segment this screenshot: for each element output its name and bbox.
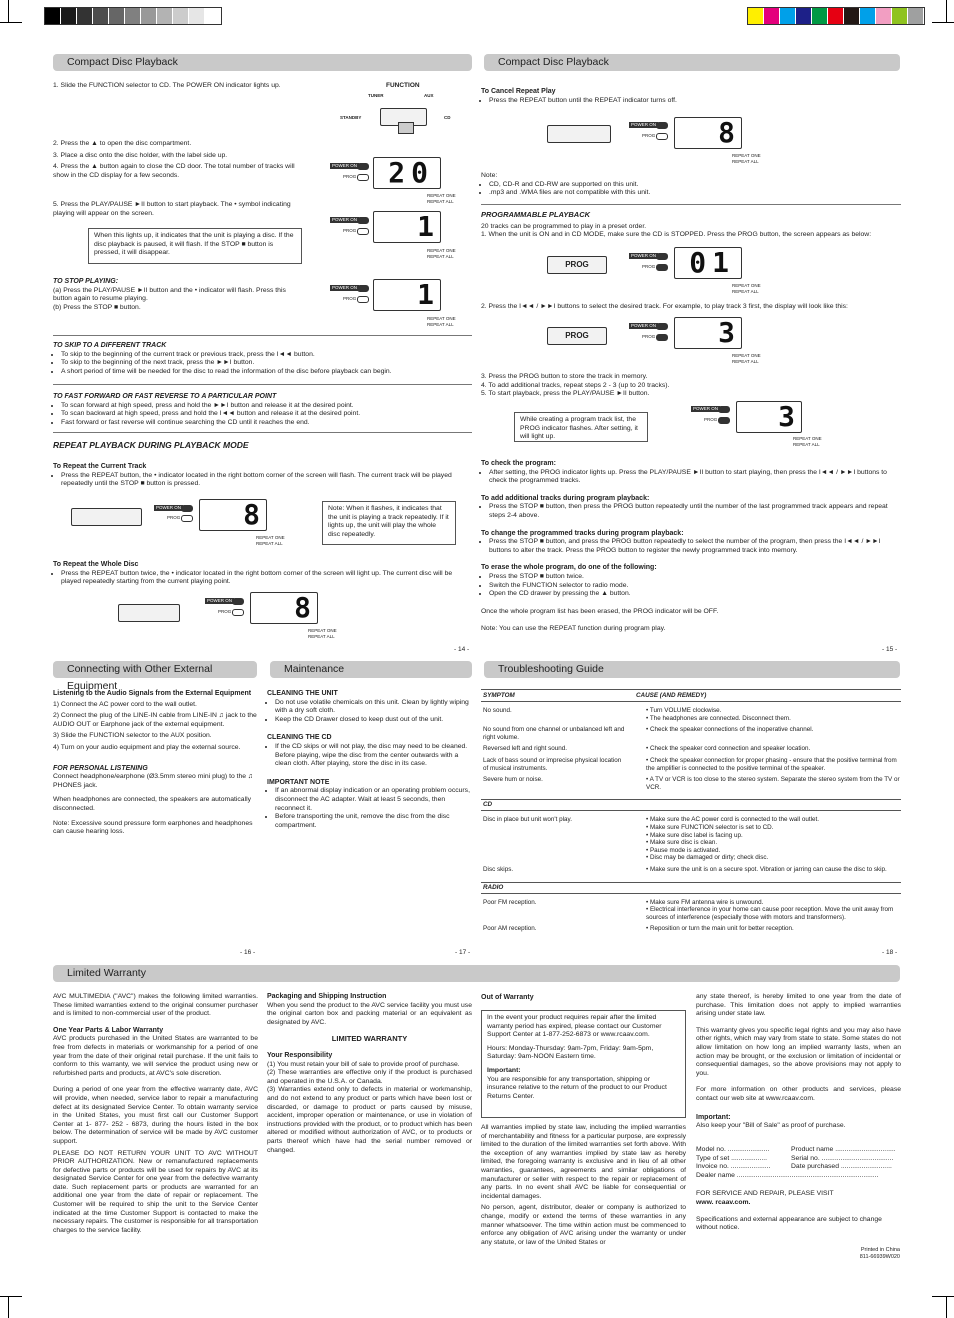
led-icon bbox=[656, 253, 668, 260]
listen-title: Listening to the Audio Signals from the External Equipment bbox=[53, 690, 252, 697]
table-row bbox=[481, 743, 901, 755]
lcd-display-01: 01 bbox=[674, 247, 742, 279]
cause-cell: • Make sure the AC power cord is connected to the wall outlet. • Make sure FUNCTION selector is set to CD. • Make sure disc label is facing up. • Make sure disc is clean. • Pause mode is activated. • Disc may be damaged or dirty; check disc. bbox=[646, 816, 820, 862]
program-step-2: 2. Press the I◄◄ / ►►I buttons to select the desired track. For example, to play track 3 first, the display will look like this: bbox=[481, 303, 848, 310]
prog-button-diagram: PROG bbox=[547, 256, 607, 274]
table-row bbox=[481, 897, 901, 924]
prog-label: PROG bbox=[642, 264, 656, 269]
led-icon bbox=[656, 122, 668, 129]
note-1: • CD, CD-R and CD-RW are supported on this unit. bbox=[489, 181, 901, 190]
power-on-indicator: POWER ON bbox=[631, 122, 657, 127]
program-steps-3-5 bbox=[481, 373, 901, 402]
cd-label: CD bbox=[444, 115, 451, 120]
repeat-current-section bbox=[53, 463, 472, 489]
section-header-troubleshooting: Troubleshooting Guide bbox=[484, 661, 900, 678]
symptom-cell: Disc in place but unit won't play. bbox=[483, 816, 572, 824]
check-title: To check the program: bbox=[481, 460, 556, 467]
symptom-cell: Poor FM reception. bbox=[483, 898, 537, 906]
page-number: - 18 - bbox=[882, 949, 898, 956]
cause-cell: • Check the speaker connections of the inoperative channel. bbox=[646, 726, 814, 734]
general-rows bbox=[481, 705, 901, 793]
lcd-display-20: 20 bbox=[373, 157, 441, 189]
crop-mark bbox=[0, 1296, 22, 1297]
cleaning-unit-title: CLEANING THE UNIT bbox=[267, 690, 338, 697]
color-swatch bbox=[205, 8, 221, 24]
warranty-col-1 bbox=[53, 993, 258, 1238]
responsibility-1: (1) You must retain your bill of sale to provide proof of purchase. bbox=[267, 1060, 460, 1068]
divider bbox=[481, 204, 901, 205]
service-labor-text: During a period of one year from the effective warranty date, AVC will provide, when needed, service labor to repair a manufacturing defect at its designated Service Center. To obtain warranty service in the United States, you must first call our Customer Support Center at 1- 877- 252 - 6873, during the hours listed in the box below. The determination of service will be made by AVC customer support. bbox=[53, 1086, 258, 1145]
record-fields bbox=[696, 1146, 901, 1236]
crop-mark bbox=[8, 0, 9, 22]
cd-rows bbox=[481, 814, 901, 875]
no-person-text: No person, agent, distributor, dealer or company is authorized to change, modify or extend the terms of these warranties in any manner whatsoever. The time within action must be commenced to enforce any obligation of AVC arising under the warranty or under any statute, or law of the United States or bbox=[481, 1204, 686, 1246]
prog-button-diagram: PROG bbox=[547, 327, 607, 345]
hearing-note: Note: Excessive sound pressure form earphones and headphones can cause hearing loss. bbox=[53, 819, 253, 836]
limitation-text: any state thereof, is hereby limited to one year from the date of purchase. This limitation does not apply to implied warranties arising under state law. bbox=[696, 993, 901, 1018]
lcd-display-1-paused: 1 bbox=[373, 279, 441, 311]
color-swatch bbox=[125, 8, 141, 24]
symptom-cell: No sound from one channel or unbalanced left and right volume. bbox=[483, 726, 625, 741]
step-3: 3. Place a disc onto the disc holder, with the label side up. bbox=[53, 151, 228, 159]
table-row bbox=[481, 923, 901, 935]
crop-mark bbox=[946, 1296, 947, 1318]
led-icon bbox=[357, 285, 369, 292]
repeat-one-label: REPEAT ONE bbox=[427, 193, 456, 198]
section-header-warranty: Limited Warranty bbox=[53, 965, 900, 982]
power-on-indicator: POWER ON bbox=[207, 598, 233, 603]
crop-mark bbox=[932, 1296, 954, 1297]
skip-3: • A short period of time will be needed for the disc to read the information of the disc before playback can begin. bbox=[61, 368, 472, 377]
stop-b: (b) Press the STOP ■ button. bbox=[53, 303, 141, 311]
packaging-title: Packaging and Shipping Instruction bbox=[267, 993, 387, 1000]
led-icon bbox=[357, 174, 369, 181]
print-info bbox=[800, 1247, 900, 1261]
color-swatch bbox=[796, 8, 812, 24]
radio-rows bbox=[481, 897, 901, 935]
important-title: Important: bbox=[696, 1113, 731, 1121]
color-swatch bbox=[141, 8, 157, 24]
responsibility-3: (3) Warranties extend only to defects in material or workmanship, and do not extend to any product or parts which have been lost or discarded, or damage to product or parts caused by misuse, accident, improper operation or maintenance, or use in violation of instructions provided with the product, or to product which has been altered or modified without authorization of AVC, or to products or parts thereof which have had the serial number removed or changed. bbox=[267, 1086, 472, 1154]
printed-in: Printed in China bbox=[860, 1247, 900, 1253]
crop-mark bbox=[946, 0, 947, 22]
add-title: To add additional tracks during program playback: bbox=[481, 494, 650, 502]
limited-warranty-heading: LIMITED WARRANTY bbox=[331, 1034, 408, 1044]
repeat-one-label: REPEAT ONE bbox=[256, 535, 285, 540]
stop-a: (a) Press the PLAY/PAUSE ►II button and the • indicator will flash. Press this button again to resume playing. bbox=[53, 286, 286, 303]
important-1: • If an abnormal display indication or an operating problem occurs, disconnect the AC adapter. Wait at least 5 seconds, then reconnect it. bbox=[275, 787, 472, 813]
program-step-4: 4. To add additional tracks, repeat steps 2 - 3 (up to 20 tracks). bbox=[481, 381, 670, 389]
out-of-warranty-title: Out of Warranty bbox=[481, 994, 534, 1001]
section-header-external: Connecting with Other External Equipment bbox=[53, 661, 257, 678]
crop-mark bbox=[0, 22, 22, 23]
cancel-text: • Press the REPEAT button until the REPEAT indicator turns off. bbox=[489, 97, 901, 106]
symptom-cell: Poor AM reception. bbox=[483, 925, 537, 933]
repeat-button-diagram bbox=[118, 604, 180, 622]
cleaning-cd-title: CLEANING THE CD bbox=[267, 734, 332, 742]
cleaning-unit-2: • Keep the CD Drawer closed to keep dust out of the unit. bbox=[275, 716, 472, 725]
prog-indicator-box: While creating a program track list, the PROG indicator flashes. After setting, it will light up. bbox=[514, 412, 648, 442]
change-text: • Press the STOP ■ button, and press the PROG button repeatedly to select the number of the program, then press the I◄◄ / ►►I buttons to alter the track. Press the PROG button to register the newly programmed track into memory. bbox=[489, 538, 901, 555]
led-icon bbox=[181, 505, 193, 512]
one-year-title: One Year Parts & Labor Warranty bbox=[53, 1026, 164, 1034]
power-on-indicator: POWER ON bbox=[631, 253, 657, 258]
color-swatch bbox=[764, 8, 780, 24]
page-number: - 14 - bbox=[454, 646, 470, 653]
repeat-all-label: REPEAT ALL bbox=[793, 442, 820, 447]
prog-label: PROG bbox=[343, 174, 357, 179]
table-header bbox=[481, 689, 901, 702]
playing-indicator-box: When this lights up, it indicates that the unit is playing a disc. If the disc playback is paused, it will flash. If the STOP ■ button is pressed, it will disappear. bbox=[88, 228, 302, 264]
repeat-all-label: REPEAT ALL bbox=[427, 254, 454, 259]
important-2: • Before transporting the unit, remove the disc from the disc compartment. bbox=[275, 813, 472, 830]
led-icon bbox=[181, 515, 193, 522]
responsibility-title: Your Responsibility bbox=[267, 1051, 333, 1059]
power-on-indicator: POWER ON bbox=[332, 217, 358, 222]
invoice-field: Invoice no. ..................... bbox=[696, 1163, 771, 1171]
ff-2: • To scan backward at high speed, press and hold the I◄◄ button and release it at the desired point. bbox=[61, 410, 472, 419]
color-swatch bbox=[93, 8, 109, 24]
type-field: Type of set ................... bbox=[696, 1154, 768, 1162]
skip-title: TO SKIP TO A DIFFERENT TRACK bbox=[53, 342, 167, 349]
color-swatch bbox=[844, 8, 860, 24]
lcd-display-3: 3 bbox=[674, 317, 742, 349]
repeat-all-label: REPEAT ALL bbox=[427, 199, 454, 204]
repeat-one-label: REPEAT ONE bbox=[308, 628, 337, 633]
symptom-header: SYMPTOM bbox=[483, 692, 515, 699]
service-url[interactable]: www. rcaav.com. bbox=[696, 1198, 751, 1206]
listen-3: 3) Slide the FUNCTION selector to the AUX position. bbox=[53, 732, 212, 740]
led-icon bbox=[232, 609, 244, 616]
cleaning-unit-1: • Do not use volatile chemicals on this unit. Clean by lightly wiping with a dry soft cloth. bbox=[275, 699, 472, 716]
repeat-whole-section bbox=[53, 561, 472, 587]
cause-cell: • A TV or VCR is too close to the stereo system. Separate the stereo system from the TV or VCR. bbox=[646, 776, 900, 791]
color-swatch bbox=[61, 8, 77, 24]
gray-swatch-strip bbox=[44, 7, 222, 25]
ff-section bbox=[53, 393, 472, 427]
function-label: FUNCTION bbox=[386, 82, 420, 89]
repeat-current-title: To Repeat the Current Track bbox=[53, 463, 147, 470]
repeat-button-diagram bbox=[547, 125, 611, 143]
symptom-cell: Severe hum or noise. bbox=[483, 776, 543, 784]
date-field: Date purchased ........................... bbox=[791, 1163, 892, 1171]
color-swatch bbox=[748, 8, 764, 24]
skip-2: • To skip to the beginning of the next track, press the ►►I button. bbox=[61, 359, 472, 368]
color-swatch bbox=[860, 8, 876, 24]
cause-cell: • Check the speaker connection for proper phasing - ensure that the positive terminal from the amplifier is connected to the positive terminal of the speaker. bbox=[646, 756, 897, 772]
led-icon bbox=[357, 296, 369, 303]
color-swatch bbox=[828, 8, 844, 24]
radio-subheader: RADIO bbox=[481, 882, 901, 894]
stop-playing-section bbox=[53, 278, 303, 315]
program-step-5: 5. To start playback, press the PLAY/PAUSE ►II button. bbox=[481, 390, 650, 398]
repeat-all-label: REPEAT ALL bbox=[732, 159, 759, 164]
hand-icon bbox=[398, 122, 414, 134]
repeat-all-label: REPEAT ALL bbox=[256, 541, 283, 546]
service-text: FOR SERVICE AND REPAIR, PLEASE VISIT bbox=[696, 1190, 834, 1198]
important-title: IMPORTANT NOTE bbox=[267, 778, 330, 786]
program-intro: 20 tracks can be programmed to play in a preset order. bbox=[481, 222, 647, 230]
listen-1: 1) Connect the AC power cord to the wall outlet. bbox=[53, 700, 197, 708]
table-row bbox=[481, 864, 901, 876]
erase-title: To erase the whole program, do one of the following: bbox=[481, 564, 657, 572]
table-row bbox=[481, 774, 901, 793]
lcd-display-8: 8 bbox=[674, 117, 742, 149]
format-note bbox=[481, 172, 901, 198]
cancel-title: To Cancel Repeat Play bbox=[481, 88, 556, 95]
erase-3: • Open the CD drawer by pressing the ▲ button. bbox=[489, 590, 901, 599]
repeat-one-label: REPEAT ONE bbox=[732, 353, 761, 358]
cause-cell: • Make sure the unit is on a secure spot. Vibration or jarring can cause the disc to skip. bbox=[646, 865, 887, 873]
repeat-title: REPEAT PLAYBACK DURING PLAYBACK MODE bbox=[53, 440, 249, 450]
led-icon bbox=[232, 598, 244, 605]
color-swatch bbox=[109, 8, 125, 24]
standby-label: STANDBY bbox=[340, 115, 362, 120]
warranty-col-3-body bbox=[481, 1124, 686, 1250]
skip-section bbox=[53, 342, 472, 376]
personal-text-2: When headphones are connected, the speakers are automatically disconnected. bbox=[53, 796, 251, 812]
check-text: • After setting, the PROG indicator lights up. Press the PLAY/PAUSE ►II button to start playing, then press the I◄◄ / ►►I buttons to check the programmed tracks. bbox=[489, 469, 901, 486]
color-swatch-strip bbox=[747, 7, 925, 25]
hours-text: Hours: Monday-Thursday: 9am-7pm, Friday: 9am-5pm, Saturday: 9am-NOON Eastern time. bbox=[487, 1044, 654, 1061]
prog-label: PROG bbox=[642, 133, 656, 138]
cd-subheader: CD bbox=[481, 799, 901, 811]
personal-text: Connect headphone/earphone (Ø3.5mm stereo mini plug) to the ♫ PHONES jack. bbox=[53, 773, 254, 789]
repeat-all-label: REPEAT ALL bbox=[427, 322, 454, 327]
lcd-display-8: 8 bbox=[199, 499, 267, 531]
bill-of-sale-text: Also keep your "Bill of Sale" as proof of purchase. bbox=[696, 1122, 846, 1130]
repeat-one-label: REPEAT ONE bbox=[732, 283, 761, 288]
specifications-note: Specifications and external appearance are subject to change without notice. bbox=[696, 1215, 882, 1232]
contact-text: In the event your product requires repair after the limited warranty period has expired, please contact our Customer Support Center at 1-877-252-6873 or www.rcaav.com. bbox=[487, 1014, 662, 1039]
personal-title: FOR PERSONAL LISTENING bbox=[53, 764, 148, 772]
troubleshooting-table bbox=[481, 689, 901, 935]
listen-4: 4) Turn on your audio equipment and play the external source. bbox=[53, 743, 241, 751]
ff-3: • Fast forward or fast reverse will continue searching the CD until it reaches the end. bbox=[61, 419, 472, 428]
more-info-text: For more information on other products and services, please contact our web site at www.rcaav.com. bbox=[696, 1086, 901, 1102]
color-swatch bbox=[812, 8, 828, 24]
color-swatch bbox=[77, 8, 93, 24]
aux-label: AUX bbox=[424, 93, 434, 98]
cause-cell: • Check the speaker cord connection and speaker location. bbox=[646, 745, 811, 753]
program-step-3: 3. Press the PROG button to store the track in memory. bbox=[481, 373, 648, 380]
page-number: - 17 - bbox=[455, 949, 471, 956]
divider bbox=[53, 384, 472, 385]
table-row bbox=[481, 705, 901, 724]
note-label: Note: bbox=[481, 172, 498, 179]
model-field: Model no. ...................... bbox=[696, 1146, 770, 1153]
repeat-button-diagram bbox=[71, 508, 142, 526]
do-not-return-text: PLEASE DO NOT RETURN YOUR UNIT TO AVC WITHOUT PRIOR AUTHORIZATION. New or remanufactured replacements for defective parts or products will be used for repairs by AVC at its designated Service Center for one year from the defective warranty date. Such replacement parts or products are warranted for an additional one year from the date of repair or replacement. The Customer will be required to ship the unit to the Service Center indicated at the time Customer Support is contacted to make the necessary repairs. The customer is responsible for all transportation charges to the service facility. bbox=[53, 1149, 258, 1234]
led-icon bbox=[656, 264, 668, 271]
box-important-title: Important: bbox=[487, 1066, 521, 1074]
stop-title: TO STOP PLAYING: bbox=[53, 278, 119, 285]
divider bbox=[53, 335, 472, 336]
page-number: - 16 - bbox=[240, 949, 256, 956]
color-swatch bbox=[157, 8, 173, 24]
power-on-indicator: POWER ON bbox=[631, 323, 657, 328]
implied-warranties-text: All warranties implied by state law, including the implied warranties of merchantability and fitness for a particular purpose, are expressly limited to the duration of the limited warranties set forth above. With the exception of any warranties implied by state law as hereby limited, the foregoing warranty is exclusive and in lieu of all other warranties, guarantees, agreements and similar obligations of manufacturer or seller with respect to the repair or replacement of any parts. In no event shall AVC be liable for consequential or incidental damages. bbox=[481, 1124, 686, 1200]
symptom-cell: Disc skips. bbox=[483, 865, 514, 873]
maintenance-section bbox=[267, 690, 472, 830]
color-swatch bbox=[892, 8, 908, 24]
erase-2: • Switch the FUNCTION selector to radio mode. bbox=[489, 582, 901, 591]
part-code: 811-66939W020 bbox=[859, 1254, 900, 1260]
out-of-warranty-box bbox=[481, 1010, 686, 1118]
repeat-all-label: REPEAT ALL bbox=[308, 634, 335, 639]
erase-1: • Press the STOP ■ button twice. bbox=[489, 573, 901, 582]
repeat-whole-text: • Press the REPEAT button twice, the • indicator located in the right bottom corner of the screen will light up. The current disc will be played repeatedly starting from the current playing point. bbox=[61, 570, 472, 587]
external-section bbox=[53, 690, 258, 840]
repeat-one-label: REPEAT ONE bbox=[427, 316, 456, 321]
step-1: 1. Slide the FUNCTION selector to CD. The POWER ON indicator lights up. bbox=[53, 82, 281, 89]
power-on-indicator: POWER ON bbox=[332, 285, 358, 290]
repeat-one-label: REPEAT ONE bbox=[793, 436, 822, 441]
cancel-repeat-section bbox=[481, 88, 901, 105]
color-swatch bbox=[45, 8, 61, 24]
ff-1: • To scan forward at high speed, press and hold the ►►I button and release it at the desired point. bbox=[61, 402, 472, 411]
led-icon bbox=[357, 228, 369, 235]
box-important-text: You are responsible for any transportation, shipping or insurance relative to the return of the product to our Product Returns Center. bbox=[487, 1075, 667, 1100]
prog-label: PROG bbox=[343, 296, 357, 301]
page-number: - 15 - bbox=[882, 646, 898, 653]
erased-text: Once the whole program list has been erased, the PROG indicator will be OFF. bbox=[481, 607, 719, 615]
warranty-col-2 bbox=[267, 993, 472, 1158]
led-icon bbox=[656, 334, 668, 341]
power-on-indicator: POWER ON bbox=[693, 406, 719, 411]
repeat-one-label: REPEAT ONE bbox=[732, 153, 761, 158]
product-field: Product name ................................ bbox=[791, 1146, 896, 1153]
repeat-all-label: REPEAT ALL bbox=[732, 359, 759, 364]
packaging-text: When you send the product to the AVC service facility you must use the original carton box and packing material or an equivalent as designated by AVC. bbox=[267, 1001, 472, 1026]
prog-label: PROG bbox=[218, 609, 232, 614]
color-swatch bbox=[908, 8, 924, 24]
dealer-field: Dealer name ........................................................................... bbox=[696, 1171, 879, 1179]
led-icon bbox=[357, 217, 369, 224]
section-header-cd-playback: Compact Disc Playback bbox=[53, 54, 472, 71]
color-swatch bbox=[189, 8, 205, 24]
note-2: • .mp3 and .WMA files are not compatible with this unit. bbox=[489, 189, 901, 198]
cause-cell: • Make sure FM antenna wire is unwound. • Electrical interference in your home can cause poor reception. Move the unit away from sources of interference (especially those with motors and transformers). bbox=[646, 898, 894, 921]
serial-field: Serial no. ...................................... bbox=[791, 1154, 894, 1162]
power-on-indicator: POWER ON bbox=[332, 163, 358, 168]
step-2: 2. Press the ▲ to open the disc compartment. bbox=[53, 140, 192, 147]
section-header-cd-playback: Compact Disc Playback bbox=[484, 54, 900, 71]
power-on-indicator: POWER ON bbox=[156, 505, 182, 510]
repeat-note-box: Note: When it flashes, it indicates that the unit is playing a track repeatedly. If it lights up, the unit will play the whole disc repeatedly. bbox=[322, 501, 456, 545]
prog-label: PROG bbox=[343, 228, 357, 233]
table-row bbox=[481, 814, 901, 864]
step-4: 4. Press the ▲ button again to close the CD door. The total number of tracks will show in the CD display for a few seconds. bbox=[53, 163, 295, 179]
listen-2: 2) Connect the plug of the LINE-IN cable from LINE-IN ♫ jack to the AUDIO OUT or Earphone jack of the external equipment. bbox=[53, 712, 257, 728]
prog-label: PROG bbox=[167, 515, 181, 520]
cause-cell: • Reposition or turn the main unit for better reception. bbox=[646, 925, 794, 933]
step-5: 5. Press the PLAY/PAUSE ►II button to start playback. The • symbol indicating playing will appear on the screen. bbox=[53, 201, 291, 217]
crop-mark bbox=[932, 22, 954, 23]
table-row bbox=[481, 755, 901, 774]
lcd-display-3-playing: 3 bbox=[736, 401, 802, 433]
section-header-maintenance: Maintenance bbox=[270, 661, 472, 678]
ff-title: TO FAST FORWARD OR FAST REVERSE TO A PARTICULAR POINT bbox=[53, 393, 277, 400]
cause-cell: • Turn VOLUME clockwise. • The headphones are connected. Disconnect them. bbox=[646, 707, 791, 722]
one-year-text: AVC products purchased in the United States are warranted to be free from defects in materials or workmanship for a period of one year from the date of their original retail purchase. If the unit fails to conform to this warranty, we will service the product using new or refurbished parts and products, at AVC's sole discretion. bbox=[53, 1035, 258, 1077]
warranty-col-4 bbox=[696, 993, 901, 1134]
symptom-cell: Lack of bass sound or imprecise physical location of musical instruments. bbox=[483, 756, 622, 772]
responsibility-2: (2) These warranties are effective only if the product is purchased and operated in the U.S.A. or Canada. bbox=[267, 1069, 472, 1085]
lcd-display-8-whole: 8 bbox=[250, 592, 318, 624]
skip-1: • To skip to the beginning of the current track or previous track, press the I◄◄ button. bbox=[61, 351, 472, 360]
add-text: • Press the STOP ■ button, then press the PROG button repeatedly until the number of the last programmed track appears and repeat steps 2-4 above. bbox=[489, 503, 901, 520]
led-icon bbox=[656, 323, 668, 330]
color-swatch bbox=[780, 8, 796, 24]
symptom-cell: Reversed left and right sound. bbox=[483, 745, 568, 753]
repeat-current-text: • Press the REPEAT button, the • indicator located in the right bottom corner of the screen will flash. The current track will be played repeatedly until the STOP ■ button is pressed. bbox=[61, 472, 472, 489]
led-icon bbox=[656, 133, 668, 140]
program-section bbox=[481, 211, 901, 243]
lcd-display-1: 1 bbox=[373, 211, 441, 243]
tuner-label: TUNER bbox=[368, 93, 384, 98]
warranty-intro: AVC MULTIMEDIA ("AVC") makes the following limited warranties. These limited warranties extend to the original consumer purchaser and is limited to non-commercial user of the product. bbox=[53, 993, 258, 1018]
cleaning-cd-1: • If the CD skips or will not play, the disc may need to be cleaned. Before playing, wipe the disc from the center outwards with a clean cloth. After playing, store the disc in its case. bbox=[275, 743, 472, 769]
prog-label: PROG bbox=[704, 417, 718, 422]
repeat-one-label: REPEAT ONE bbox=[427, 248, 456, 253]
change-title: To change the programmed tracks during program playback: bbox=[481, 529, 684, 537]
prog-label: PROG bbox=[642, 334, 656, 339]
divider bbox=[53, 432, 472, 433]
color-swatch bbox=[173, 8, 189, 24]
color-swatch bbox=[876, 8, 892, 24]
repeat-all-label: REPEAT ALL bbox=[732, 289, 759, 294]
led-icon bbox=[357, 163, 369, 170]
repeat-whole-title: To Repeat the Whole Disc bbox=[53, 561, 139, 568]
led-icon bbox=[718, 417, 730, 424]
cause-header: CAUSE (AND REMEDY) bbox=[636, 692, 707, 699]
crop-mark bbox=[8, 1296, 9, 1318]
program-management bbox=[481, 460, 901, 637]
table-row bbox=[481, 724, 901, 743]
program-step-1: 1. When the unit is ON and in CD MODE, make sure the CD is STOPPED. Press the PROG button, the screen appears as below: bbox=[481, 231, 872, 239]
steps-2-4 bbox=[53, 140, 303, 183]
symptom-cell: No sound. bbox=[483, 707, 512, 714]
program-title: PROGRAMMABLE PLAYBACK bbox=[481, 210, 591, 219]
repeat-note: Note: You can use the REPEAT function during program play. bbox=[481, 625, 666, 633]
warranty-col-3 bbox=[481, 994, 686, 1006]
led-icon bbox=[718, 406, 730, 413]
legal-rights-text: This warranty gives you specific legal rights and you may also have other rights, which may vary from state to state. Some states do not allow limitation on how long an implied warranty lasts, when an action may be brought, or the exclusion or limitation of incidental or consequential damages, so the above provisions may not apply to you. bbox=[696, 1026, 901, 1077]
